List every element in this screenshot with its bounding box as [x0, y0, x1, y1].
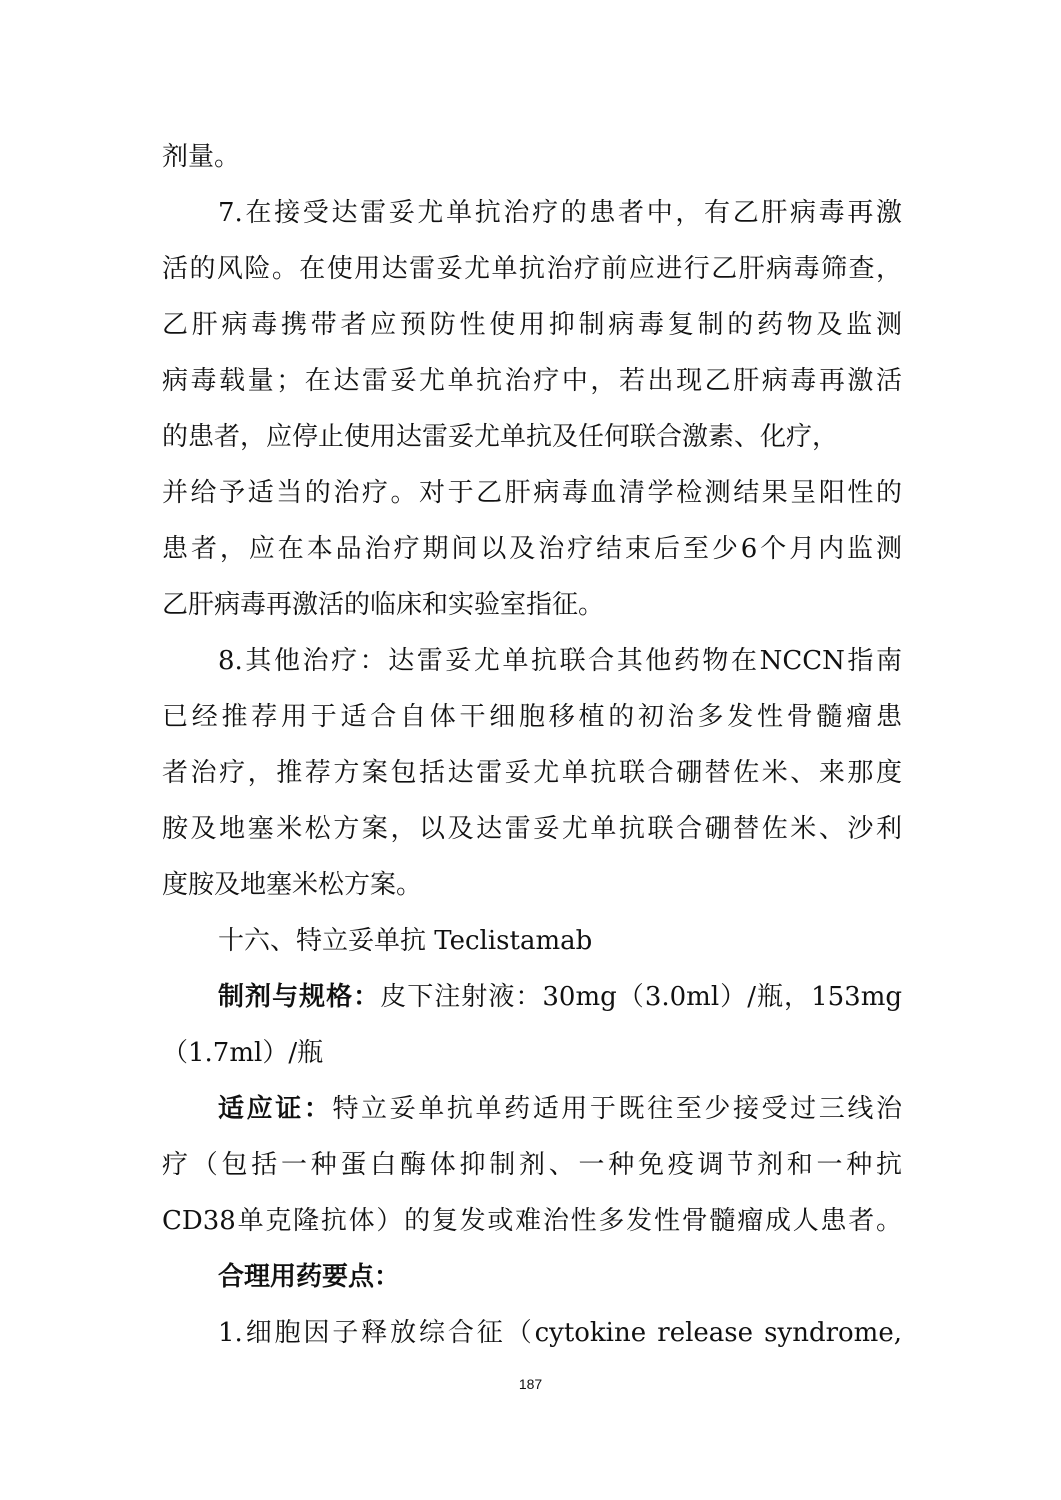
section-heading: 十六、特立妥单抗 Teclistamab	[218, 926, 593, 956]
spec-label: 制剂与规格：	[218, 982, 381, 1012]
paragraph-line: 病毒载量；在达雷妥尤单抗治疗中，若出现乙肝病毒再激活	[162, 366, 902, 396]
paragraph-line: 活的风险。在使用达雷妥尤单抗治疗前应进行乙肝病毒筛查，	[162, 254, 902, 284]
paragraph-line: 患者，应在本品治疗期间以及治疗结束后至少6个月内监测	[162, 534, 902, 564]
paragraph-line: 度胺及地塞米松方案。	[162, 870, 423, 900]
paragraph-line: 8.其他治疗：达雷妥尤单抗联合其他药物在NCCN指南	[218, 646, 902, 676]
paragraph-line: 1.细胞因子释放综合征（cytokine release syndrome,	[218, 1318, 902, 1348]
spec-line	[218, 980, 902, 1014]
paragraph-line: 者治疗，推荐方案包括达雷妥尤单抗联合硼替佐米、来那度	[162, 758, 902, 788]
indication-line	[218, 1092, 902, 1126]
indication-label: 适应证：	[218, 1094, 333, 1124]
paragraph-line: 已经推荐用于适合自体干细胞移植的初治多发性骨髓瘤患	[162, 702, 902, 732]
paragraph-line: 并给予适当的治疗。对于乙肝病毒血清学检测结果呈阳性的	[162, 478, 902, 508]
spec-text: 皮下注射液：30mg（3.0ml）/瓶，153mg	[380, 982, 902, 1012]
paragraph-line: 剂量。	[162, 142, 241, 172]
paragraph-line: 乙肝病毒携带者应预防性使用抑制病毒复制的药物及监测	[162, 310, 902, 340]
paragraph-line: 7.在接受达雷妥尤单抗治疗的患者中，有乙肝病毒再激	[218, 198, 902, 228]
paragraph-line: （1.7ml）/瓶	[162, 1038, 324, 1068]
paragraph-line: 的患者，应停止使用达雷妥尤单抗及任何联合激素、化疗，	[162, 422, 839, 452]
page-number: 187	[518, 1376, 543, 1392]
paragraph-line: 疗（包括一种蛋白酶体抑制剂、一种免疫调节剂和一种抗	[162, 1150, 902, 1180]
paragraph-line: CD38单克隆抗体）的复发或难治性多发性骨髓瘤成人患者。	[162, 1206, 902, 1236]
paragraph-line: 乙肝病毒再激活的临床和实验室指征。	[162, 590, 605, 620]
paragraph-line: 胺及地塞米松方案，以及达雷妥尤单抗联合硼替佐米、沙利	[162, 814, 902, 844]
indication-text: 特立妥单抗单药适用于既往至少接受过三线治	[332, 1094, 902, 1124]
usage-points-heading: 合理用药要点：	[218, 1262, 401, 1292]
